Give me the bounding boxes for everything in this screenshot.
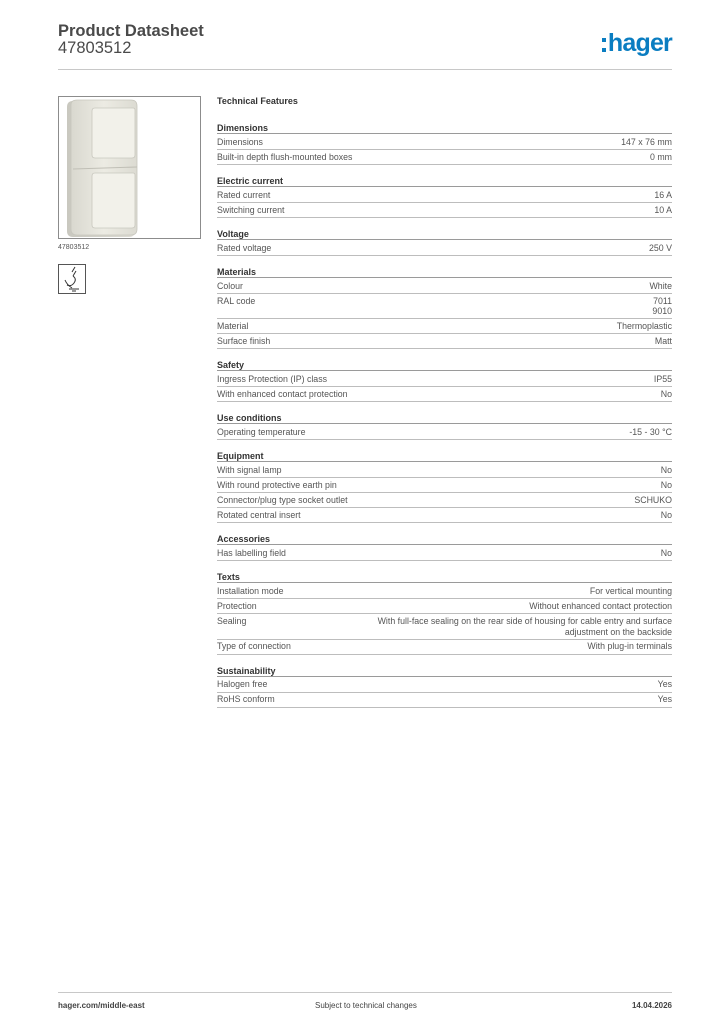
feature-row xyxy=(217,319,672,334)
feature-label: Built-in depth flush-mounted boxes xyxy=(217,151,353,162)
logo-colon-icon xyxy=(602,38,606,52)
feature-value: For vertical mounting xyxy=(589,586,672,597)
feature-row xyxy=(217,546,672,561)
feature-row xyxy=(217,294,672,319)
feature-label: Installation mode xyxy=(217,586,284,597)
feature-value: No xyxy=(660,480,672,491)
technical-features-title: Technical Features xyxy=(217,96,298,106)
feature-section xyxy=(217,412,672,440)
feature-row xyxy=(217,508,672,523)
feature-value: 7011 9010 xyxy=(652,295,672,317)
feature-label: Rated current xyxy=(217,189,271,200)
page-header xyxy=(58,22,672,70)
section-title: Voltage xyxy=(217,228,672,240)
feature-row xyxy=(217,188,672,203)
feature-section xyxy=(217,266,672,349)
socket-outlet-symbol-icon xyxy=(58,264,86,294)
feature-section xyxy=(217,533,672,561)
feature-row xyxy=(217,599,672,614)
feature-label: Colour xyxy=(217,280,243,291)
feature-row xyxy=(217,334,672,349)
document-number: 47803512 xyxy=(58,39,132,57)
feature-label: Type of connection xyxy=(217,641,291,652)
footer-website-link[interactable]: hager.com/middle-east xyxy=(58,1001,145,1010)
feature-section xyxy=(217,175,672,218)
feature-value: Without enhanced contact protection xyxy=(529,601,672,612)
section-title: Texts xyxy=(217,571,672,583)
feature-value: Yes xyxy=(657,694,672,705)
feature-label: Rated voltage xyxy=(217,242,272,253)
feature-label: With round protective earth pin xyxy=(217,480,337,491)
feature-label: Rotated central insert xyxy=(217,510,301,521)
feature-value: No xyxy=(660,465,672,476)
feature-section xyxy=(217,571,672,654)
feature-label: Protection xyxy=(217,601,257,612)
feature-section xyxy=(217,359,672,402)
feature-label: Material xyxy=(217,321,249,332)
feature-label: With enhanced contact protection xyxy=(217,389,348,400)
footer-notice: Subject to technical changes xyxy=(315,1001,417,1010)
feature-row xyxy=(217,614,672,639)
feature-label: Surface finish xyxy=(217,336,271,347)
feature-row xyxy=(217,584,672,599)
section-title: Dimensions xyxy=(217,122,672,134)
feature-value: IP55 xyxy=(653,374,672,385)
feature-row xyxy=(217,678,672,693)
section-title: Safety xyxy=(217,359,672,371)
feature-label: With signal lamp xyxy=(217,465,282,476)
feature-row xyxy=(217,493,672,508)
feature-label: Operating temperature xyxy=(217,427,306,438)
feature-section xyxy=(217,228,672,256)
feature-section xyxy=(217,122,672,165)
feature-label: Dimensions xyxy=(217,136,263,147)
feature-label: Has labelling field xyxy=(217,548,286,559)
feature-value: No xyxy=(660,389,672,400)
feature-label: Connector/plug type socket outlet xyxy=(217,495,348,506)
feature-value: With full-face sealing on the rear side of housing for cable entry and surface adjustment on the backside xyxy=(377,616,672,637)
feature-label: Ingress Protection (IP) class xyxy=(217,374,327,385)
feature-label: Sealing xyxy=(217,616,247,626)
section-title: Use conditions xyxy=(217,412,672,424)
feature-value: Matt xyxy=(654,336,672,347)
section-title: Accessories xyxy=(217,533,672,545)
feature-row xyxy=(217,478,672,493)
feature-label: Switching current xyxy=(217,204,285,215)
feature-value: 10 A xyxy=(654,204,672,215)
feature-row xyxy=(217,463,672,478)
feature-sections xyxy=(217,122,672,708)
feature-value: 147 x 76 mm xyxy=(621,136,672,147)
feature-row xyxy=(217,241,672,256)
feature-row xyxy=(217,640,672,655)
feature-value: SCHUKO xyxy=(634,495,672,506)
footer-date: 14.04.2026 xyxy=(631,1001,672,1010)
feature-row xyxy=(217,150,672,165)
feature-value: White xyxy=(649,280,672,291)
feature-value: Yes xyxy=(657,679,672,690)
feature-label: RoHS conform xyxy=(217,694,275,705)
product-image xyxy=(58,96,201,239)
feature-value: -15 - 30 °C xyxy=(629,427,672,438)
section-title: Electric current xyxy=(217,175,672,187)
feature-row xyxy=(217,279,672,294)
feature-row xyxy=(217,135,672,150)
feature-label: RAL code xyxy=(217,295,256,306)
feature-label: Halogen free xyxy=(217,679,268,690)
section-title: Equipment xyxy=(217,450,672,462)
feature-row xyxy=(217,372,672,387)
feature-value: No xyxy=(660,510,672,521)
logo-text: hager xyxy=(607,28,672,57)
feature-value: 250 V xyxy=(649,242,672,253)
feature-section xyxy=(217,450,672,523)
feature-section xyxy=(217,665,672,708)
feature-row xyxy=(217,203,672,218)
feature-row xyxy=(217,693,672,708)
feature-value: No xyxy=(660,548,672,559)
feature-value: 16 A xyxy=(654,189,672,200)
feature-value: 0 mm xyxy=(650,151,672,162)
section-title: Materials xyxy=(217,266,672,278)
feature-value: With plug-in terminals xyxy=(587,641,672,652)
feature-row xyxy=(217,387,672,402)
product-image-caption: 47803512 xyxy=(58,244,90,251)
feature-value: Thermoplastic xyxy=(616,321,672,332)
hager-logo[interactable] xyxy=(602,29,672,57)
page-footer xyxy=(58,992,672,1012)
feature-row xyxy=(217,425,672,440)
technical-features xyxy=(217,96,672,718)
document-title: Product Datasheet xyxy=(58,22,204,40)
socket-switch-combination-icon xyxy=(59,97,200,238)
section-title: Sustainability xyxy=(217,665,672,677)
